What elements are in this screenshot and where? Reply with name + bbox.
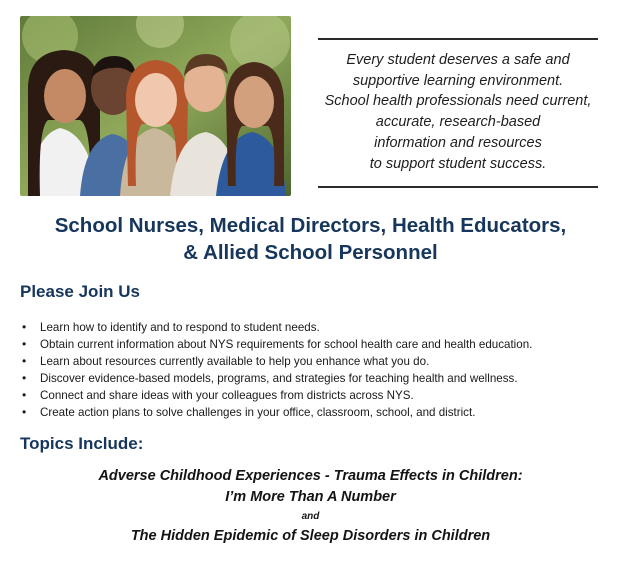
- topics-list: [0, 466, 621, 547]
- list-item: • Create action plans to solve challenges in your office, classroom, school, and district.: [20, 404, 620, 421]
- quote-text: [304, 50, 612, 174]
- please-join-heading: Please Join Us: [20, 282, 141, 301]
- topics-heading: Topics Include:: [20, 434, 144, 453]
- mission-quote: [318, 38, 598, 188]
- topic-1-line-2: I’m More Than A Number: [225, 489, 396, 505]
- join-bullet-list: [20, 319, 620, 421]
- topic-2: The Hidden Epidemic of Sleep Disorders in Children: [130, 528, 491, 544]
- list-item: • Connect and share ideas with your colleagues from districts across NYS.: [20, 387, 620, 404]
- quote-top-rule: [318, 38, 598, 40]
- student-group-photo: [20, 16, 291, 196]
- quote-line: supportive learning environment.: [352, 72, 564, 89]
- topics-and: and: [301, 511, 320, 522]
- list-item: • Learn about resources currently available to help you enhance what you do.: [20, 353, 620, 370]
- quote-line: Every student deserves a safe and: [346, 52, 570, 68]
- list-item: • Learn how to identify and to respond to student needs.: [20, 319, 620, 336]
- list-item: • Discover evidence-based models, programs, and strategies for teaching health and wellness.: [20, 370, 620, 387]
- list-item: • Obtain current information about NYS requirements for school health care and health education.: [20, 336, 620, 353]
- quote-line: information and resources: [374, 134, 542, 151]
- audience-headline: [0, 212, 621, 266]
- headline-line-2: & Allied School Personnel: [183, 241, 438, 264]
- quote-bottom-rule: [318, 186, 598, 188]
- quote-line: accurate, research-based: [375, 114, 541, 131]
- headline-line-1: School Nurses, Medical Directors, Health Educators,: [54, 214, 567, 237]
- topic-1-line-1: Adverse Childhood Experiences - Trauma Effects in Children:: [98, 468, 523, 484]
- quote-line: School health professionals need current,: [324, 93, 592, 110]
- quote-line: to support student success.: [369, 155, 547, 172]
